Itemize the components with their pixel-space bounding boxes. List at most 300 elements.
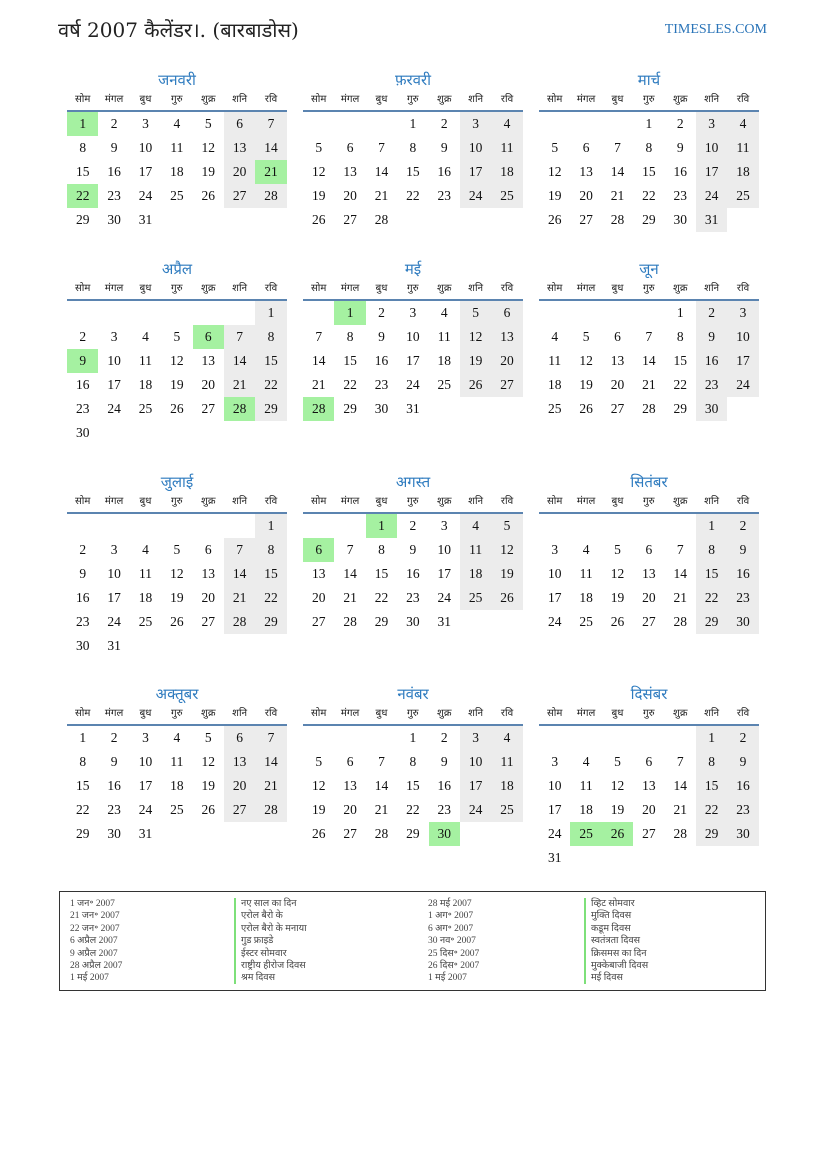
weekday-label: बुध [611, 496, 624, 507]
week-row [303, 397, 523, 421]
day-cell: 3 [551, 542, 559, 557]
week-row [67, 610, 287, 634]
holiday-entry: नए साल का दिन [241, 899, 297, 909]
day-cell: 2 [727, 514, 758, 538]
day-cell: 1 [645, 116, 653, 131]
day-cell: 16 [437, 164, 451, 179]
empty-day-cell [303, 726, 334, 750]
month-name: फ़रवरी [394, 71, 432, 89]
day-cell: 19 [311, 188, 326, 203]
day-cell: 27 [224, 184, 255, 208]
day-cell: 3 [142, 116, 149, 131]
day-cell: 1 [255, 514, 286, 538]
day-cell: 3 [551, 754, 559, 769]
holiday-day-cell: 30 [429, 822, 460, 846]
day-cell: 8 [255, 538, 286, 562]
day-cell: 2 [696, 301, 727, 325]
day-cell: 29 [343, 401, 357, 416]
weekday-header [303, 704, 523, 726]
empty-day-cell [161, 301, 192, 325]
weekday-header [67, 492, 287, 514]
empty-day-cell [334, 726, 365, 750]
empty-day-cell [130, 514, 161, 538]
week-row [67, 562, 287, 586]
day-cell: 10 [107, 566, 121, 581]
holiday-entry: व्हिट सोमवार [591, 899, 635, 909]
day-cell: 23 [437, 188, 451, 203]
day-cell: 21 [224, 373, 255, 397]
page-title: वर्ष 2007 कैलेंडर।. (बारबाडोस) [58, 18, 299, 42]
day-cell: 8 [676, 329, 684, 344]
month-calendar [303, 684, 523, 846]
weekday-label: शनि [468, 496, 484, 507]
empty-day-cell [255, 634, 286, 658]
day-cell: 3 [696, 112, 727, 136]
month-calendar [67, 70, 287, 232]
day-cell: 20 [343, 188, 357, 203]
day-cell: 21 [255, 774, 286, 798]
weekday-label: रवि [736, 708, 750, 719]
week-row [539, 514, 759, 538]
day-cell: 13 [201, 353, 215, 368]
day-cell: 26 [311, 212, 326, 227]
weekday-label: मंगल [576, 496, 596, 507]
empty-day-cell [491, 822, 522, 846]
empty-day-cell [224, 301, 255, 325]
weekday-label: गुरु [643, 496, 655, 507]
day-cell: 6 [582, 140, 590, 155]
weekday-label: शुक्र [201, 283, 216, 294]
empty-day-cell [334, 112, 365, 136]
week-row [539, 846, 759, 870]
day-cell: 26 [311, 826, 326, 841]
weekday-label: शनि [704, 496, 720, 507]
day-cell: 9 [409, 542, 417, 557]
holiday-day-cell: 1 [366, 514, 397, 538]
holiday-day-cell: 28 [224, 397, 255, 421]
day-cell: 6 [224, 726, 255, 750]
week-row [539, 750, 759, 774]
day-cell: 29 [673, 401, 687, 416]
day-cell: 31 [138, 212, 153, 227]
day-cell: 27 [642, 826, 656, 841]
week-row [303, 208, 523, 232]
weekday-label: शुक्र [437, 283, 452, 294]
day-cell: 24 [547, 826, 562, 841]
empty-day-cell [602, 726, 633, 750]
empty-day-cell [224, 634, 255, 658]
weekday-label: बुध [375, 283, 388, 294]
weekday-label: सोम [75, 496, 91, 507]
day-cell: 5 [491, 514, 522, 538]
day-cell: 5 [204, 116, 212, 131]
site-link[interactable]: TIMESLES.COM [664, 22, 767, 37]
week-row [303, 586, 523, 610]
week-row [303, 750, 523, 774]
day-cell: 27 [343, 212, 357, 227]
day-cell: 6 [491, 301, 522, 325]
week-row [303, 373, 523, 397]
week-row [539, 112, 759, 136]
day-cell: 14 [374, 778, 389, 793]
day-cell: 7 [378, 140, 385, 155]
holiday-entry: मई दिवस [591, 973, 623, 984]
day-cell: 16 [75, 377, 90, 392]
day-cell: 4 [491, 112, 522, 136]
empty-day-cell [602, 846, 633, 870]
weekday-label: शनि [468, 283, 484, 294]
month-calendar [303, 70, 523, 232]
day-cell: 4 [582, 542, 590, 557]
day-cell: 22 [75, 802, 90, 817]
day-cell: 2 [727, 726, 758, 750]
empty-day-cell [193, 301, 224, 325]
week-row [539, 562, 759, 586]
day-cell: 1 [255, 301, 286, 325]
empty-day-cell [366, 726, 397, 750]
weekday-label: सोम [311, 94, 327, 105]
week-row [539, 822, 759, 846]
weekday-label: रवि [500, 94, 514, 105]
month-calendar [539, 684, 759, 870]
day-cell: 16 [673, 164, 687, 179]
day-cell: 2 [440, 730, 448, 745]
weekday-label: शुक्र [201, 94, 216, 105]
day-cell: 7 [315, 329, 323, 344]
weekday-header [539, 704, 759, 726]
day-cell: 25 [437, 377, 451, 392]
day-cell: 19 [311, 802, 326, 817]
day-cell: 25 [138, 401, 153, 416]
empty-day-cell [602, 112, 633, 136]
month-calendar [67, 472, 287, 658]
week-row [303, 349, 523, 373]
day-cell: 23 [75, 614, 90, 629]
weekday-label: मंगल [340, 283, 360, 294]
day-cell: 1 [409, 730, 417, 745]
weekday-label: रवि [500, 496, 514, 507]
day-cell: 26 [579, 401, 593, 416]
month-name: मई [404, 260, 422, 278]
empty-day-cell [570, 112, 601, 136]
day-cell: 17 [107, 377, 121, 392]
day-cell: 12 [460, 325, 491, 349]
day-cell: 8 [645, 140, 653, 155]
day-cell: 11 [170, 140, 184, 155]
week-row [303, 562, 523, 586]
weekday-label: रवि [500, 283, 514, 294]
weekday-header [539, 279, 759, 301]
week-row [67, 750, 287, 774]
day-cell: 23 [107, 802, 121, 817]
empty-day-cell [539, 112, 570, 136]
day-cell: 12 [170, 353, 184, 368]
weekday-label: गुरु [407, 94, 419, 105]
day-cell: 5 [204, 730, 212, 745]
week-row [67, 774, 287, 798]
day-cell: 21 [343, 590, 357, 605]
day-cell: 7 [224, 538, 255, 562]
day-cell: 10 [107, 353, 121, 368]
holiday-entry: ईस्टर सोमवार [241, 948, 287, 959]
day-cell: 13 [610, 353, 625, 368]
day-cell: 3 [409, 305, 417, 320]
day-cell: 5 [614, 542, 621, 557]
weekday-label: रवि [500, 708, 514, 719]
day-cell: 23 [406, 590, 420, 605]
day-cell: 20 [311, 590, 326, 605]
day-cell: 11 [491, 136, 522, 160]
weekday-header [67, 279, 287, 301]
empty-day-cell [570, 726, 601, 750]
weekday-header [303, 492, 523, 514]
day-cell: 2 [378, 305, 385, 320]
day-cell: 25 [547, 401, 562, 416]
week-row [67, 136, 287, 160]
month-name: जनवरी [158, 71, 196, 89]
day-cell: 9 [696, 325, 727, 349]
empty-day-cell [366, 112, 397, 136]
holiday-entry: 25 दिस॰ 2007 [428, 948, 480, 959]
day-cell: 28 [343, 614, 357, 629]
day-cell: 15 [374, 566, 389, 581]
day-cell: 14 [224, 562, 255, 586]
day-cell: 24 [547, 614, 562, 629]
weekday-label: बुध [611, 94, 624, 105]
day-cell: 18 [170, 164, 184, 179]
day-cell: 2 [110, 116, 118, 131]
week-row [67, 634, 287, 658]
day-cell: 28 [255, 798, 286, 822]
day-cell: 14 [255, 750, 286, 774]
weekday-label: मंगल [576, 708, 596, 719]
weekday-label: शनि [468, 94, 484, 105]
weekday-label: गुरु [643, 283, 655, 294]
day-cell: 7 [676, 754, 684, 769]
empty-day-cell [224, 421, 255, 445]
week-row [539, 726, 759, 750]
week-row [539, 301, 759, 325]
weekday-header [303, 90, 523, 112]
day-cell: 17 [406, 353, 420, 368]
weekday-label: सोम [75, 283, 91, 294]
day-cell: 26 [170, 614, 184, 629]
week-row [67, 586, 287, 610]
day-cell: 16 [727, 562, 758, 586]
day-cell: 21 [224, 586, 255, 610]
empty-day-cell [727, 846, 758, 870]
day-cell: 22 [374, 590, 389, 605]
day-cell: 14 [610, 164, 625, 179]
day-cell: 27 [491, 373, 522, 397]
day-cell: 20 [201, 590, 215, 605]
month-name: अक्तूबर [155, 685, 199, 703]
day-cell: 10 [437, 542, 451, 557]
weekday-label: मंगल [104, 94, 124, 105]
day-cell: 6 [346, 754, 354, 769]
day-cell: 23 [727, 586, 758, 610]
day-cell: 15 [255, 349, 286, 373]
weekday-label: बुध [139, 496, 152, 507]
weekday-header [67, 90, 287, 112]
weekday-label: मंगल [340, 708, 360, 719]
day-cell: 1 [676, 305, 684, 320]
holiday-day-cell: 9 [67, 349, 98, 373]
day-cell: 28 [642, 401, 656, 416]
week-row [303, 112, 523, 136]
weekday-label: बुध [375, 496, 388, 507]
holiday-entry: राष्ट्रीय हीरोज दिवस [241, 960, 306, 971]
day-cell: 22 [406, 188, 420, 203]
day-cell: 5 [315, 140, 323, 155]
day-cell: 13 [642, 566, 656, 581]
empty-day-cell [397, 208, 428, 232]
day-cell: 23 [727, 798, 758, 822]
month-name: जून [639, 260, 659, 278]
holiday-day-cell: 6 [193, 325, 224, 349]
week-row [303, 301, 523, 325]
empty-day-cell [255, 421, 286, 445]
month-calendar [539, 259, 759, 421]
day-cell: 10 [727, 325, 758, 349]
week-row [539, 136, 759, 160]
holiday-entry: मुक्ति दिवस [591, 911, 632, 922]
month-name: मार्च [637, 71, 661, 89]
empty-day-cell [460, 610, 491, 634]
holiday-entry: कडूम दिवस [591, 923, 631, 934]
weekday-label: मंगल [576, 94, 596, 105]
month-calendar [539, 472, 759, 634]
day-cell: 16 [374, 353, 389, 368]
weekday-header [539, 90, 759, 112]
day-cell: 22 [696, 798, 727, 822]
empty-day-cell [539, 514, 570, 538]
weekday-label: रवि [264, 708, 278, 719]
empty-day-cell [303, 301, 334, 325]
day-cell: 7 [614, 140, 621, 155]
weekday-label: शुक्र [201, 496, 216, 507]
day-cell: 31 [138, 826, 153, 841]
weekday-label: शुक्र [673, 283, 688, 294]
day-cell: 6 [614, 329, 621, 344]
holiday-names-left [241, 898, 307, 985]
holiday-entry: 9 अप्रैल 2007 [70, 948, 118, 959]
weekday-label: गुरु [407, 496, 419, 507]
day-cell: 30 [107, 826, 121, 841]
week-row [67, 112, 287, 136]
empty-day-cell [665, 726, 696, 750]
weekday-label: शनि [232, 708, 248, 719]
day-cell: 8 [696, 750, 727, 774]
day-cell: 6 [645, 754, 653, 769]
empty-day-cell [633, 301, 664, 325]
weekday-label: शुक्र [673, 708, 688, 719]
day-cell: 4 [173, 116, 181, 131]
weekday-label: सोम [311, 496, 327, 507]
day-cell: 17 [460, 774, 491, 798]
weekday-label: गुरु [643, 94, 655, 105]
empty-day-cell [303, 112, 334, 136]
weekday-label: मंगल [104, 708, 124, 719]
holiday-entry: 22 जन॰ 2007 [70, 923, 120, 934]
week-row [303, 822, 523, 846]
empty-day-cell [224, 208, 255, 232]
empty-day-cell [460, 822, 491, 846]
empty-day-cell [161, 421, 192, 445]
empty-day-cell [665, 514, 696, 538]
day-cell: 21 [374, 188, 389, 203]
empty-day-cell [224, 822, 255, 846]
holiday-entry: 30 नव॰ 2007 [428, 936, 476, 947]
day-cell: 29 [406, 826, 420, 841]
day-cell: 12 [311, 164, 326, 179]
day-cell: 20 [610, 377, 625, 392]
weekday-label: गुरु [171, 94, 183, 105]
empty-day-cell [696, 846, 727, 870]
weekday-label: बुध [375, 708, 388, 719]
empty-day-cell [67, 301, 98, 325]
week-row [539, 586, 759, 610]
day-cell: 12 [311, 778, 326, 793]
weekday-label: मंगल [340, 496, 360, 507]
weekday-label: सोम [75, 94, 91, 105]
day-cell: 27 [642, 614, 656, 629]
day-cell: 9 [440, 140, 448, 155]
holiday-entry: एरोल बैरो के [241, 911, 283, 922]
day-cell: 4 [551, 329, 559, 344]
weekday-label: शुक्र [437, 496, 452, 507]
weekday-label: बुध [611, 283, 624, 294]
day-cell: 26 [201, 802, 215, 817]
holiday-names-right [591, 898, 648, 985]
day-cell: 21 [610, 188, 625, 203]
week-row [67, 538, 287, 562]
day-cell: 23 [437, 802, 451, 817]
holiday-entry: क्रिसमस का दिन [591, 948, 647, 959]
day-cell: 25 [170, 188, 184, 203]
day-cell: 20 [642, 590, 656, 605]
day-cell: 5 [551, 140, 559, 155]
day-cell: 3 [440, 518, 448, 533]
day-cell: 19 [170, 590, 184, 605]
week-row [67, 301, 287, 325]
day-cell: 5 [315, 754, 323, 769]
day-cell: 11 [548, 353, 562, 368]
holiday-dates-right [428, 898, 479, 985]
empty-day-cell [570, 301, 601, 325]
day-cell: 19 [170, 377, 184, 392]
empty-day-cell [161, 514, 192, 538]
day-cell: 7 [255, 112, 286, 136]
empty-day-cell [224, 514, 255, 538]
day-cell: 13 [343, 164, 357, 179]
day-cell: 13 [224, 750, 255, 774]
empty-day-cell [193, 514, 224, 538]
day-cell: 9 [727, 538, 758, 562]
empty-day-cell [602, 301, 633, 325]
day-cell: 26 [201, 188, 215, 203]
empty-day-cell [539, 301, 570, 325]
day-cell: 19 [610, 590, 625, 605]
day-cell: 1 [696, 726, 727, 750]
day-cell: 15 [343, 353, 357, 368]
empty-day-cell [429, 397, 460, 421]
day-cell: 4 [440, 305, 448, 320]
day-cell: 7 [224, 325, 255, 349]
week-row [67, 397, 287, 421]
day-cell: 7 [346, 542, 354, 557]
day-cell: 30 [727, 610, 758, 634]
